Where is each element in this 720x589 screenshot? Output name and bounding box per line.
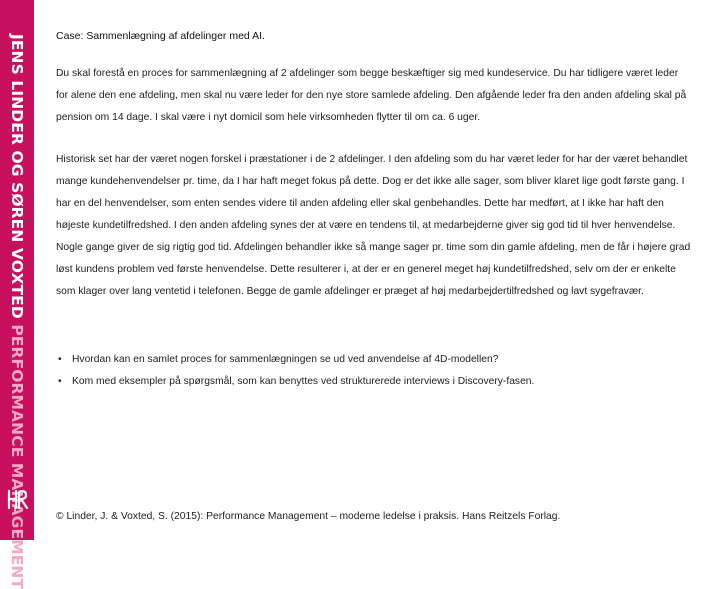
question-text: Kom med eksempler på spørgsmål, som kan benyttes ved strukturerede interviews i Discovery-fasen. xyxy=(72,376,535,387)
case-paragraph-history: Historisk set har der været nogen forskel i præstationer i de 2 afdelinger. I den afdeling som du har været leder for har der været behandlet mange kundehenvendelser pr. time, da I har haft meget fokus på dette. Dog er det ikke alle sager, som bliver klaret lige godt første gang. I har en del henvendelser, som enten sendes videre til anden afdeling eller skal genbehandles. Dette har medført, at I ikke har haft den højeste kundetilfredshed. I den anden afdeling synes der at være en tendens til, at medarbejderne giver sig god tid til hver henvendelse. Nogle gange giver de sig rigtig god tid. Afdelingen behandler ikke så mange sager pr. time som din gamle afdeling, men de får i højere grad løst kundens problem ved første henvendelse. Dette resulterer i, at der er en generel meget høj kundetilfredshed, selv om der er enkelte som klager over lang ventetid i telefonen. Begge de gamle afdelinger er præget af høj medarbejdertilfredshed og lavt sygefravær. xyxy=(56,154,691,297)
sidebar-band xyxy=(0,0,34,589)
bullet-icon: • xyxy=(58,354,62,365)
question-text: Hvordan kan en samlet proces for sammenlægningen se ud ved anvendelse af 4D-modellen? xyxy=(72,354,499,365)
list-item xyxy=(56,371,696,393)
citation-footer: © Linder, J. & Voxted, S. (2015): Performance Management – moderne ledelse i praksis. Hans Reitzels Forlag. xyxy=(56,511,561,522)
sidebar-brand-text xyxy=(4,34,30,589)
question-list xyxy=(56,349,696,393)
brand-book-title: PERFORMANCE MANAGEMENT xyxy=(8,324,26,589)
slide-title: Case: Sammenlægning af afdelinger med AI. xyxy=(56,30,265,42)
bullet-icon: • xyxy=(58,376,62,387)
case-paragraph-intro: Du skal forestå en proces for sammenlægning af 2 afdelinger som begge beskæftiger sig med kundeservice. Du har tidligere været leder for alene den ene afdeling, men skal nu være leder for den nye store samlede afdeling. Den afgående leder fra den anden afdeling skal på pension om 14 dage. I skal være i nyt domicil som hele virksomheden flytter til om ca. 6 uger. xyxy=(56,68,687,123)
brand-authors: JENS LINDER OG SØREN VOXTED xyxy=(8,34,26,319)
list-item xyxy=(56,349,696,371)
hr-logo-icon xyxy=(4,486,30,514)
